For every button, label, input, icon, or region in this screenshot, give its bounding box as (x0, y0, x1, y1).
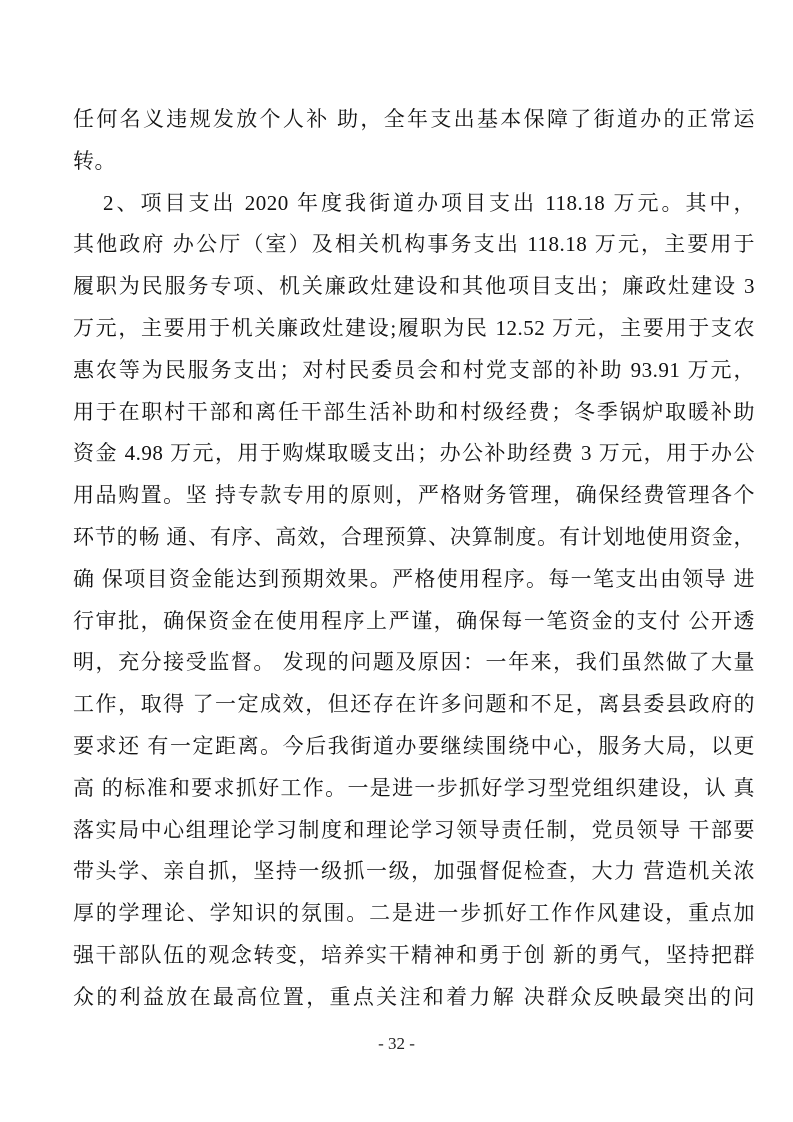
page-number: - 32 - (378, 1034, 415, 1053)
body-text (73, 99, 755, 1019)
text-line: 2、项目支出 2020 年度我街道办项目支出 118.18 万元。其中， (103, 190, 755, 215)
text-line: 厚的学理论、学知识的氛围。二是进一步抓好工作作风建设，重点加 (73, 901, 755, 926)
text-line: 履职为民服务专项、机关廉政灶建设和其他项目支出；廉政灶建设 3 (73, 274, 755, 299)
text-line: 用于在职村干部和离任干部生活补助和村级经费；冬季锅炉取暖补助 (73, 399, 755, 424)
text-line: 惠农等为民服务支出；对村民委员会和村党支部的补助 93.91 万元， (73, 357, 755, 382)
text-line: 高 的标准和要求抓好工作。一是进一步抓好学习型党组织建设，认 真 (73, 775, 755, 800)
text-line: 确 保项目资金能达到预期效果。严格使用程序。每一笔支出由领导 进 (73, 566, 755, 591)
text-line: 万元，主要用于机关廉政灶建设;履职为民 12.52 万元，主要用于支农 (73, 315, 755, 340)
text-line: 强干部队伍的观念转变，培养实干精神和勇于创 新的勇气，坚持把群 (73, 942, 755, 967)
text-line: 资金 4.98 万元，用于购煤取暖支出；办公补助经费 3 万元，用于办公 (73, 441, 755, 466)
text-line: 其他政府 办公厅（室）及相关机构事务支出 118.18 万元，主要用于 (73, 232, 755, 257)
text-line: 用品购置。坚 持专款专用的原则，严格财务管理，确保经费管理各个 (73, 483, 755, 508)
text-line: 要求还 有一定距离。今后我街道办要继续围绕中心，服务大局，以更 (73, 733, 755, 758)
text-line: 行审批，确保资金在使用程序上严谨，确保每一笔资金的支付 公开透 (73, 608, 755, 633)
text-line: 工作，取得 了一定成效，但还存在许多问题和不足，离县委县政府的 (73, 692, 755, 717)
text-line: 众的利益放在最高位置，重点关注和着力解 决群众反映最突出的问 (73, 984, 755, 1009)
text-line: 带头学、亲自抓，坚持一级抓一级，加强督促检查，大力 营造机关浓 (73, 859, 755, 884)
text-line: 明，充分接受监督。 发现的问题及原因：一年来，我们虽然做了大量 (73, 650, 755, 675)
text-line: 转。 (73, 148, 116, 173)
text-line: 落实局中心组理论学习制度和理论学习领导责任制，党员领导 干部要 (73, 817, 755, 842)
text-line: 任何名义违规发放个人补 助，全年支出基本保障了街道办的正常运 (73, 107, 755, 131)
text-line: 环节的畅 通、有序、高效，合理预算、决算制度。有计划地使用资金， (73, 524, 755, 549)
